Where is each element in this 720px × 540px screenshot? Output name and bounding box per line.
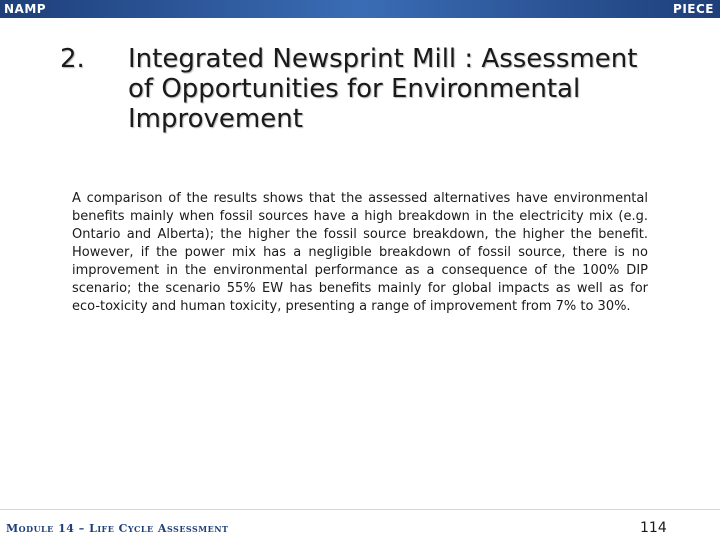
page-number: 114 xyxy=(640,520,667,536)
section-number: 2. xyxy=(60,44,85,74)
body-paragraph: A comparison of the results shows that the assessed alternatives have environmental benefits mainly when fossil sources have a high breakdown in the electricity mix (e.g. Ontario and Alberta); the higher the fossil source breakdown, the higher the benefit. However, if the power mix has a negligible breakdown of fossil source, there is no improvement in the environmental performance as a consequence of the 100% DIP scenario; the scenario 55% EW has benefits mainly for global impacts as well as for eco-toxicity and human toxicity, presenting a range of improvement from 7% to 30%. xyxy=(72,191,648,314)
slide-title: Integrated Newsprint Mill : Assessment of Opportunities for Environmental Improvement xyxy=(128,44,638,134)
footer-divider xyxy=(0,509,720,510)
header-right-label: PIECE xyxy=(673,2,714,16)
header-bar xyxy=(0,0,720,18)
footer-module-label: Module 14 – Life Cycle Assessment xyxy=(6,522,229,535)
header-left-label: NAMP xyxy=(4,2,47,16)
